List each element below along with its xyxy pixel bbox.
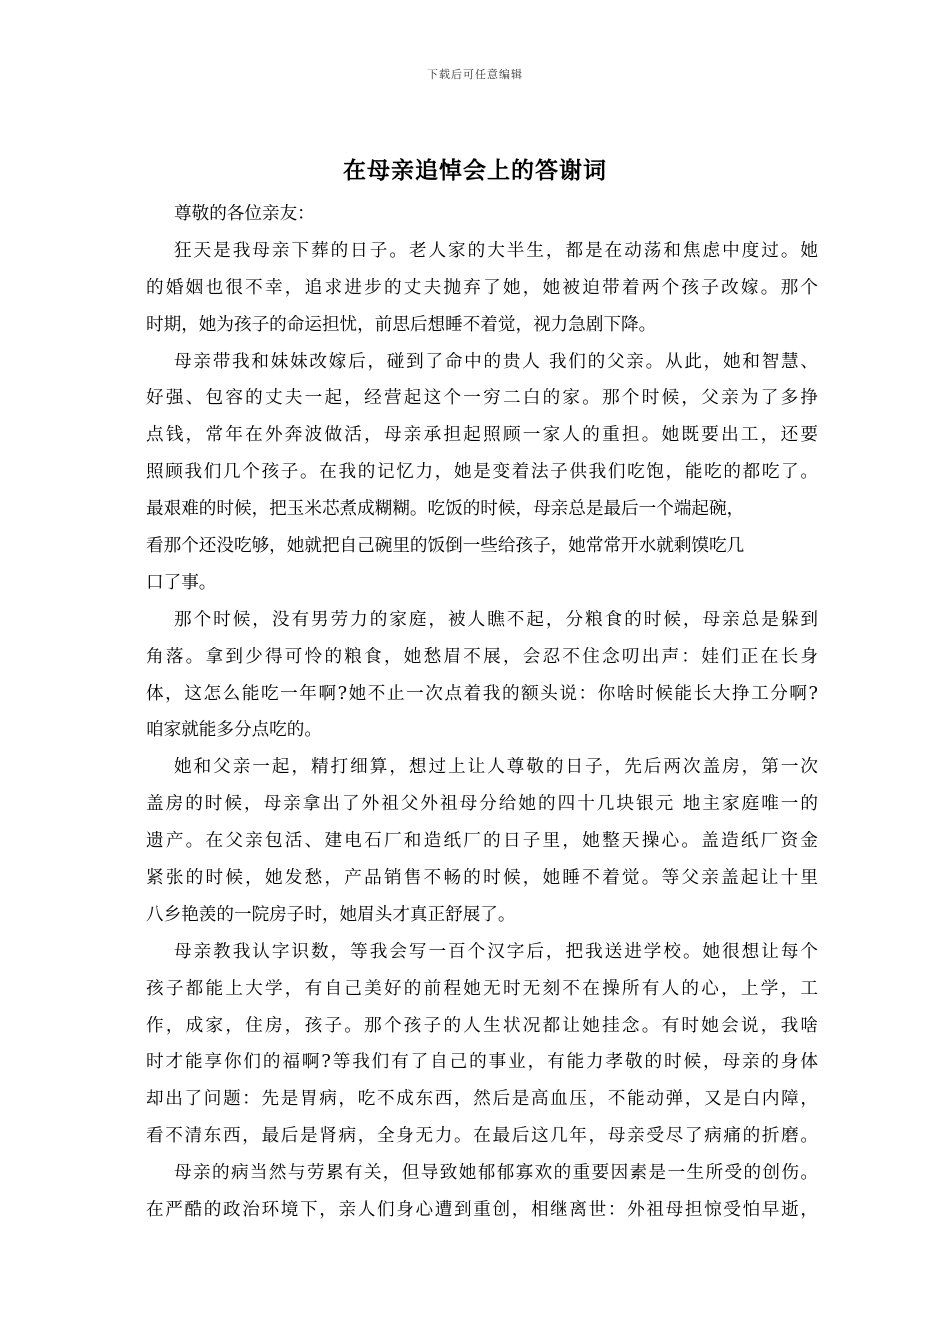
text-line: 孩子都能上大学，有自己美好的前程她无时无刻不在操所有人的心，上学，工 xyxy=(146,978,818,999)
text-line: 体，这怎么能吃一年啊?她不止一次点着我的额头说：你啥时候能长大挣工分啊? xyxy=(146,683,818,704)
text-line: 口了事。 xyxy=(146,572,217,593)
text-line: 点钱，常年在外奔波做活，母亲承担起照顾一家人的重担。她既要出工，还要 xyxy=(146,425,818,446)
text-line: 照顾我们几个孩子。在我的记忆力，她是变着法子供我们吃饱，能吃的都吃了。 xyxy=(146,462,818,483)
text-line: 那个时候，没有男劳力的家庭，被人瞧不起，分粮食的时候，母亲总是躲到 xyxy=(174,609,818,630)
text-line: 却出了问题：先是胃病，吃不成东西，然后是高血压，不能动弹，又是白内障， xyxy=(146,1089,818,1110)
text-line: 作，成家，住房，孩子。那个孩子的人生状况都让她挂念。有时她会说，我啥 xyxy=(146,1015,818,1036)
header-note: 下载后可任意编辑 xyxy=(427,68,523,81)
text-line: 盖房的时候，母亲拿出了外祖父外祖母分给她的四十几块银元 地主家庭唯一的 xyxy=(146,794,818,815)
text-line: 最艰难的时候，把玉米芯煮成糊糊。吃饭的时候，母亲总是最后一个端起碗， xyxy=(146,499,745,520)
document-body xyxy=(146,196,818,1229)
text-line: 遗产。在父亲包活、建电石厂和造纸厂的日子里，她整天操心。盖造纸厂资金 xyxy=(146,831,818,852)
text-line: 看不清东西，最后是肾病，全身无力。在最后这几年，母亲受尽了病痛的折磨。 xyxy=(146,1126,818,1147)
text-line: 时才能享你们的福啊?等我们有了自己的事业，有能力孝敬的时候，母亲的身体 xyxy=(146,1052,818,1073)
text-line: 她和父亲一起，精打细算，想过上让人尊敬的日子，先后两次盖房，第一次 xyxy=(174,757,818,778)
text-line: 尊敬的各位亲友： xyxy=(174,204,315,224)
text-line: 狂天是我母亲下葬的日子。老人家的大半生，都是在动荡和焦虑中度过。她 xyxy=(174,240,818,261)
text-line: 在严酷的政治环境下，亲人们身心遭到重创，相继离世：外祖母担惊受怕早逝， xyxy=(146,1200,818,1221)
text-line: 母亲带我和妹妹改嫁后，碰到了命中的贵人 我们的父亲。从此，她和智慧、 xyxy=(174,351,818,372)
text-line: 时期，她为孩子的命运担忧，前思后想睡不着觉，视力急剧下降。 xyxy=(146,314,657,335)
text-line: 母亲教我认字识数，等我会写一百个汉字后，把我送进学校。她很想让每个 xyxy=(174,941,818,962)
text-line: 的婚姻也很不幸，追求进步的丈夫抛弃了她，她被迫带着两个孩子改嫁。那个 xyxy=(146,277,818,298)
text-line: 好强、包容的丈夫一起，经营起这个一穷二白的家。那个时候，父亲为了多挣 xyxy=(146,388,818,409)
document-title: 在母亲追悼会上的答谢词 xyxy=(343,157,607,184)
text-line: 母亲的病当然与劳累有关，但导致她郁郁寡欢的重要因素是一生所受的创伤。 xyxy=(174,1163,818,1184)
text-line: 咱家就能多分点吃的。 xyxy=(146,720,322,741)
text-line: 八乡艳羡的一院房子时，她眉头才真正舒展了。 xyxy=(146,904,516,925)
text-line: 紧张的时候，她发愁，产品销售不畅的时候，她睡不着觉。等父亲盖起让十里 xyxy=(146,868,818,889)
text-line: 角落。拿到少得可怜的粮食，她愁眉不展，会忍不住念叨出声：娃们正在长身 xyxy=(146,646,818,667)
text-line: 看那个还没吃够，她就把自己碗里的饭倒一些给孩子，她常常开水就剩馍吃几 xyxy=(146,536,745,557)
